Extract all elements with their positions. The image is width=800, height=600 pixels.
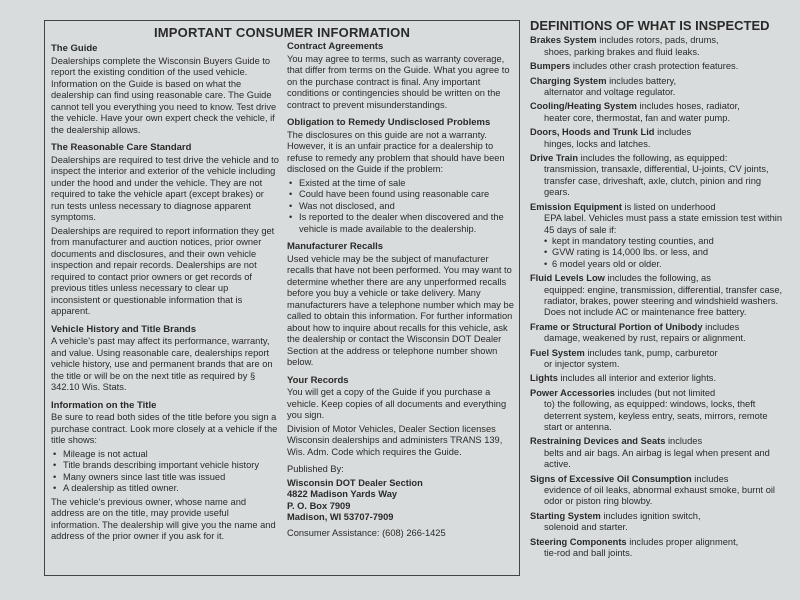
section (287, 41, 515, 111)
section-paragraph: The vehicle's previous owner, whose name and address are on the title, may provide useful information. The dealership will give you the name and address of the prior owner if you ask for it. (51, 496, 276, 541)
definition-term: Drive Train (530, 153, 579, 164)
definition-line (530, 511, 788, 522)
definition-line (530, 76, 788, 87)
definition-text: includes all interior and exterior lights. (560, 373, 717, 384)
definition-term: Fuel System (530, 347, 585, 358)
definition-continuation: tie-rod and ball joints. (544, 548, 633, 559)
definition-text: includes (667, 436, 703, 447)
section-heading: The Reasonable Care Standard (51, 142, 192, 153)
section-heading: Obligation to Remedy Undisclosed Problems (287, 117, 491, 128)
address-line: Wisconsin DOT Dealer Section (287, 477, 423, 488)
definition-term: Starting System (530, 510, 601, 521)
definition-line (530, 127, 788, 138)
consumer-information-title: IMPORTANT CONSUMER INFORMATION (153, 25, 411, 40)
definition-item (530, 76, 788, 99)
section-paragraph: Division of Motor Vehicles, Dealer Section licenses Wisconsin dealerships and administers TRANS 139, Wis. Adm. Code which requires the Guide. (287, 423, 503, 457)
definition-term: Steering Components (530, 536, 627, 547)
section-paragraph: Be sure to read both sides of the title before you sign a purchase contract. Look more closely at a vehicle if the title shows: (51, 412, 278, 445)
definition-text: includes (705, 321, 740, 332)
section (287, 117, 515, 235)
definition-item (530, 348, 788, 371)
section (287, 241, 515, 369)
definition-text: includes the following, as equipped: (580, 153, 728, 164)
section-paragraph: You may agree to terms, such as warranty coverage, that differ from terms on the Guide. What you agree to on the purchase contract is final. Any important conditions or contingencies should be written on the contract to prevent misunderstandings. (287, 53, 510, 110)
bullet-item: • Could have been found using reasonable care (287, 189, 515, 201)
definition-item (530, 322, 788, 345)
consumer-assistance: Consumer Assistance: (608) 266-1425 (287, 527, 446, 538)
definition-item (530, 61, 788, 72)
consumer-information-box (44, 20, 520, 576)
definition-text: includes ignition switch, (603, 510, 701, 521)
consumer-left-column (51, 43, 279, 549)
definition-term: Cooling/Heating System (530, 101, 637, 112)
definition-text: includes (but not limited (617, 387, 716, 398)
section-paragraph: Dealerships are required to test drive the vehicle and to inspect the interior and exterior of the vehicle including under the hood and under the vehicle. They are not required to take the vehicle apart (except brakes) or run tests unless necessary to diagnose apparent symptoms. (51, 154, 279, 222)
definition-continuation: solenoid and starter. (544, 522, 628, 533)
definition-text: includes (657, 127, 692, 138)
definition-text: includes the following, as (607, 273, 711, 284)
definition-term: Brakes System (530, 35, 597, 46)
bullet-item: • Many owners since last title was issued (51, 472, 279, 484)
definition-line (530, 474, 788, 485)
definition-line (530, 388, 788, 399)
definition-line (530, 373, 788, 384)
definition-term: Fluid Levels Low (530, 273, 605, 284)
definition-item (530, 35, 788, 58)
definition-text: includes other crash protection features. (572, 61, 739, 72)
definition-line (530, 61, 788, 72)
definition-line (530, 537, 788, 548)
definition-item (530, 273, 788, 319)
published-by-label: Published By: (287, 464, 344, 474)
section-paragraph: The disclosures on this guide are not a warranty. However, it is an unfair practice for a dealership to refuse to remedy any problem that should have been disclosed on the Guide if the problem: (287, 129, 505, 174)
definition-item (530, 474, 788, 508)
bullet-item: • Is reported to the dealer when discovered and the vehicle is made available to the dealership. (287, 212, 515, 235)
definition-item (530, 511, 788, 534)
definition-item (530, 537, 788, 560)
definitions-title: DEFINITIONS OF WHAT IS INSPECTED (530, 18, 770, 33)
section-heading: Contract Agreements (287, 41, 384, 52)
definition-continuation: belts and air bags. An airbag is legal when present and active. (544, 447, 770, 470)
definition-continuation: transmission, transaxle, differential, U-joints, CV joints, transfer case, driveshaft, axle, clutch, pinion and ring gears. (544, 164, 769, 198)
definition-item (530, 388, 788, 434)
section-paragraph: Used vehicle may be the subject of manufacturer recalls that have not been performed. You may want to determine whether there are any unperformed recalls before you buy a vehicle or take delivery. Many manufacturers have a telephone number which may be called to obtain this information. For further information about how to inquire about recalls for this vehicle, ask the dealership or contact the Wisconsin DOT Dealer Section at the address or telephone number shown below. (287, 253, 514, 367)
section-heading: Manufacturer Recalls (287, 241, 384, 252)
definition-line (530, 101, 788, 112)
definition-text: includes battery, (609, 75, 677, 86)
bullet-list (530, 236, 788, 270)
consumer-right-column (287, 41, 515, 545)
bullet-item: • 6 model years old or older. (530, 259, 788, 270)
definition-continuation: or injector system. (544, 358, 620, 369)
definition-line (530, 436, 788, 447)
definition-continuation: heater core, thermostat, fan and water pump. (544, 112, 731, 123)
definition-continuation: equipped: engine, transmission, differential, transfer case, radiator, brakes, power steering and windshield washers. Does not include AC or maintenance free battery. (544, 284, 783, 318)
definition-continuation: hinges, locks and latches. (544, 138, 651, 149)
definition-continuation: shoes, parking brakes and fluid leaks. (544, 46, 700, 57)
definition-term: Bumpers (530, 61, 571, 72)
definition-text: includes proper alignment, (629, 536, 739, 547)
definition-line (530, 322, 788, 333)
definition-line (530, 348, 788, 359)
definition-continuation: to) the following, as equipped: windows, locks, theft deterrent system, keyless entry, seats, mirrors, remote start or antenna. (544, 399, 768, 432)
definition-item (530, 127, 788, 150)
definition-term: Lights (530, 373, 558, 384)
definition-continuation: evidence of oil leaks, abnormal exhaust smoke, burnt oil odor or piston ring blowby. (544, 485, 775, 507)
section-heading: The Guide (51, 43, 98, 54)
definition-continuation: alternator and voltage regulator. (544, 87, 676, 98)
definition-term: Charging System (530, 75, 607, 86)
definition-line (530, 202, 788, 213)
section-paragraph: You will get a copy of the Guide if you purchase a vehicle. Keep copies of all documents and everything you sign. (287, 387, 507, 420)
definition-term: Doors, Hoods and Trunk Lid (530, 127, 655, 138)
definition-item (530, 436, 788, 470)
section (287, 375, 515, 459)
definition-term: Frame or Structural Portion of Unibody (530, 321, 703, 332)
section (51, 142, 279, 318)
definition-text: is listed on underhood (624, 201, 716, 212)
definition-text: includes hoses, radiator, (639, 101, 740, 112)
section (51, 324, 279, 394)
definition-item (530, 373, 788, 384)
bullet-list (287, 178, 515, 236)
bullet-item: • Mileage is not actual (51, 449, 279, 461)
definition-item (530, 101, 788, 124)
section (51, 400, 279, 543)
definition-line (530, 153, 788, 164)
bullet-item: • kept in mandatory testing counties, and (530, 236, 788, 247)
address-line: Madison, WI 53707-7909 (287, 512, 394, 522)
definition-term: Power Accessories (530, 387, 615, 398)
definition-text: includes (694, 473, 729, 484)
definition-continuation: EPA label. Vehicles must pass a state emission test within 45 days of sale if: (544, 213, 783, 235)
bullet-item: • Title brands describing important vehicle history (51, 460, 279, 472)
section-paragraph: Dealerships complete the Wisconsin Buyers Guide to report the existing condition of the used vehicle. Information on the Guide is based on what the dealership can find using reasonable care. The Guide cannot tell you everything you need to know. Test drive the vehicle. Have your own expert check the vehicle, if the dealership allows. (51, 55, 277, 135)
definition-continuation: damage, weakened by rust, repairs or alignment. (544, 333, 746, 344)
definition-term: Emission Equipment (530, 201, 622, 212)
section-paragraph: Dealerships are required to report information they get from manufacturer and auction notices, prior owner documents and disclosures, and their own vehicle inspection and repair records. Dealerships are not required to contact prior owners or get records of previous titles unless necessary to clear up inconsistent or questionable information that is apparent. (51, 225, 275, 316)
definition-text: includes tank, pump, carburetor (587, 347, 718, 358)
bullet-list (51, 449, 279, 495)
definition-item (530, 153, 788, 199)
section-paragraph: A vehicle's past may affect its performance, warranty, and value. Using reasonable care, dealerships report vehicle history, use and permanent brands that are on the title or will be on the next title as required by § 342.10 Wis. Stats. (51, 336, 273, 392)
definition-line (530, 35, 788, 46)
definition-text: includes rotors, pads, drums, (599, 35, 719, 46)
bullet-item: • Existed at the time of sale (287, 178, 515, 190)
address-line: P. O. Box 7909 (287, 500, 351, 511)
definition-term: Signs of Excessive Oil Consumption (530, 473, 692, 484)
section-heading: Vehicle History and Title Brands (51, 323, 197, 335)
section-heading: Information on the Title (51, 399, 157, 411)
definition-term: Restraining Devices and Seats (530, 436, 666, 447)
definitions-column (530, 20, 788, 562)
section (51, 43, 279, 136)
bullet-item: • Was not disclosed, and (287, 201, 515, 213)
bullet-item: • GVW rating is 14,000 lbs. or less, and (530, 247, 788, 258)
definition-item (530, 202, 788, 270)
definition-line (530, 273, 788, 284)
publisher-block (287, 464, 515, 539)
section-heading: Your Records (287, 374, 349, 386)
address-line: 4822 Madison Yards Way (287, 489, 398, 499)
bullet-item: • A dealership as titled owner. (51, 483, 279, 495)
